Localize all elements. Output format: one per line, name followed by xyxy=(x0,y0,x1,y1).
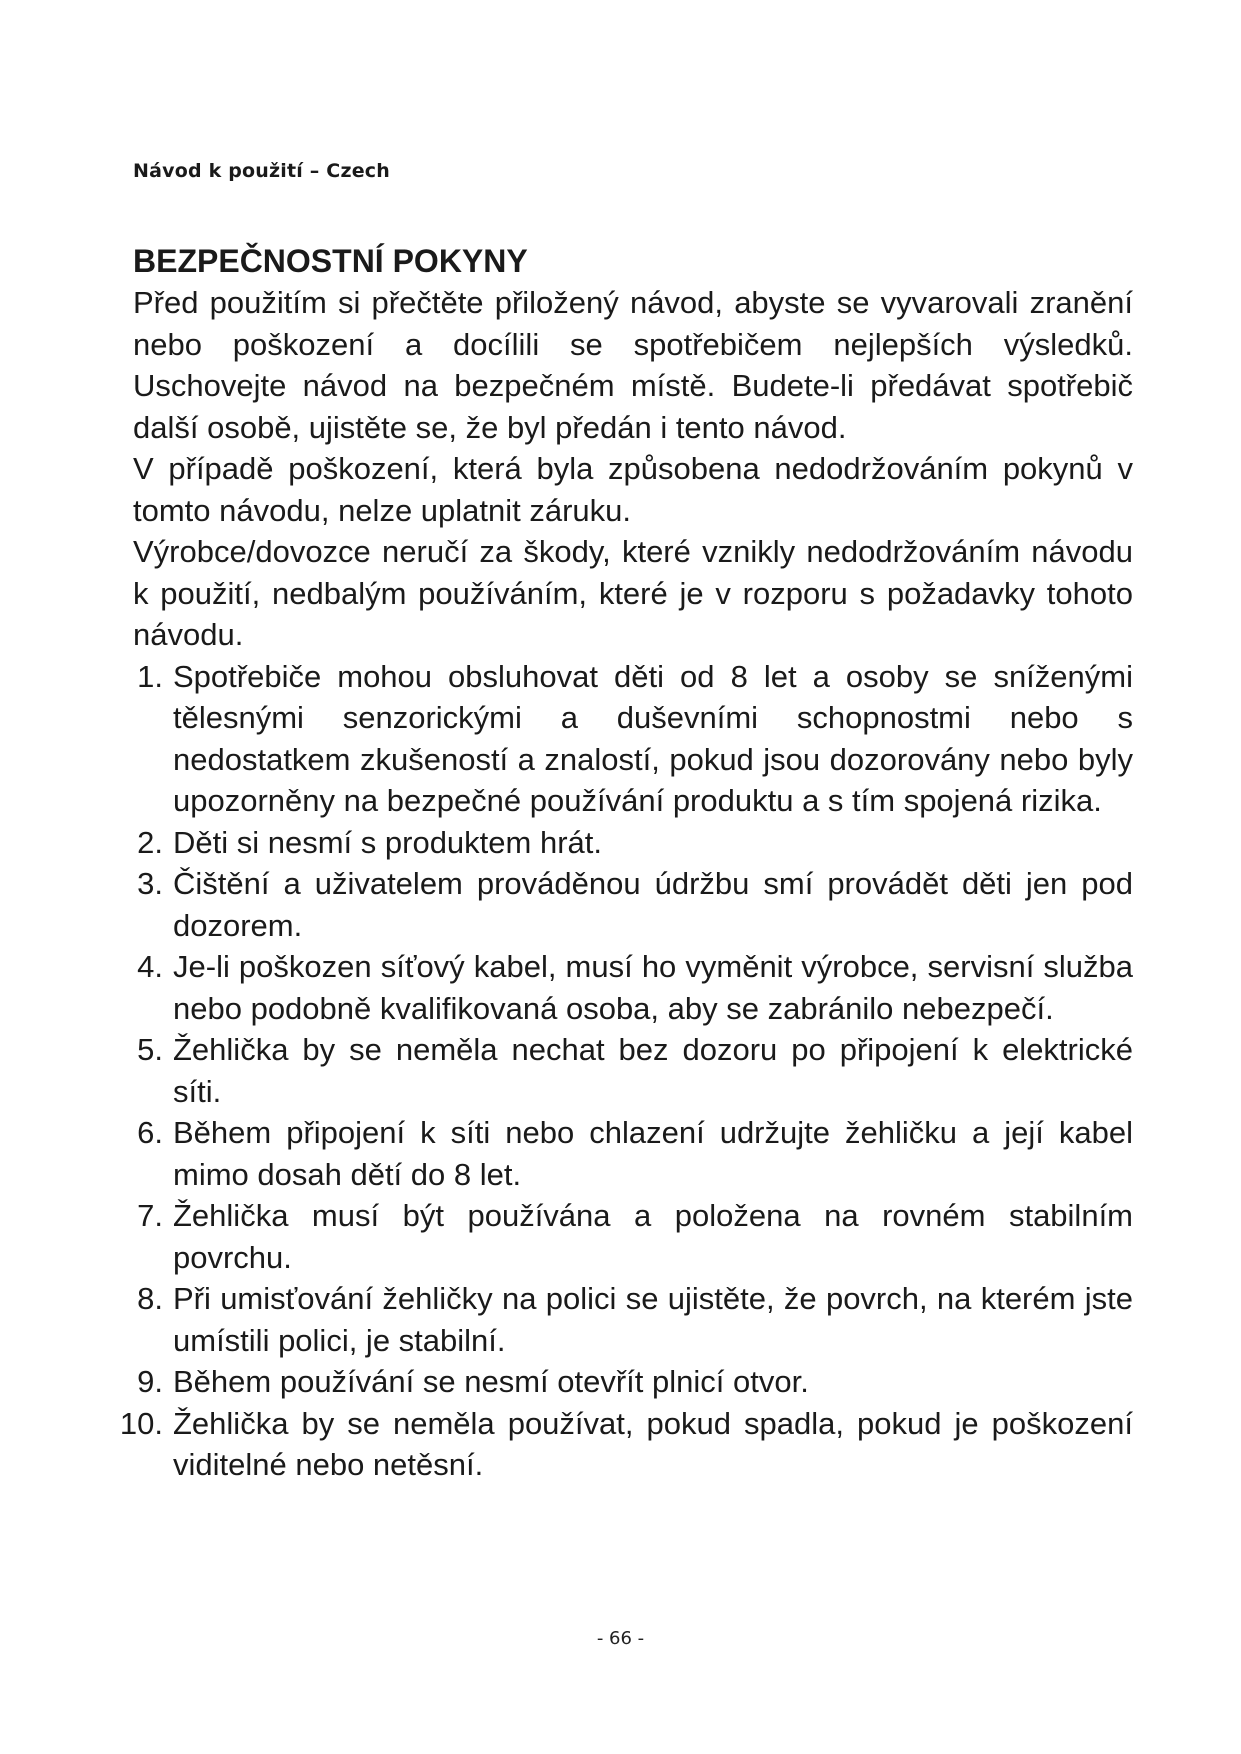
list-item xyxy=(133,1361,1133,1403)
list-item xyxy=(133,1195,1133,1278)
list-text: Žehlička musí být používána a položena na rovném stabilním povrchu. xyxy=(173,1198,1133,1275)
list-text: Spotřebiče mohou obsluhovat děti od 8 let a osoby se sníženými tělesnými senzorickými a duševními schopnostmi nebo s nedostatkem zkušeností a znalostí, pokud jsou dozorovány nebo byly upozorněny na bezpečné používání produktu a s tím spojená rizika. xyxy=(173,658,1133,818)
list-item xyxy=(133,1278,1133,1361)
list-text: Při umisťování žehličky na polici se ujistěte, že povrch, na kterém jste umístili polici, je stabilní. xyxy=(173,1281,1133,1358)
list-number: 9. xyxy=(137,1364,163,1399)
list-text: Během používání se nesmí otevřít plnicí otvor. xyxy=(173,1364,809,1399)
safety-list xyxy=(119,656,1133,1486)
list-number: 2. xyxy=(137,824,163,860)
list-number: 6. xyxy=(137,1115,163,1150)
list-text: Žehlička by se neměla nechat bez dozoru po připojení k elektrické síti. xyxy=(173,1032,1133,1109)
list-item xyxy=(133,863,1133,946)
safety-section xyxy=(119,240,1133,1486)
list-number: 5. xyxy=(137,1032,163,1067)
list-text: Žehlička by se neměla používat, pokud spadla, pokud je poškození viditelné nebo netěsní. xyxy=(173,1405,1133,1482)
list-item xyxy=(119,1403,1133,1486)
list-text: Je-li poškozen síťový kabel, musí ho vyměnit výrobce, servisní služba nebo podobně kvalifikovaná osoba, aby se zabránilo nebezpečí. xyxy=(173,949,1133,1026)
intro-paragraph: Před použitím si přečtěte přiložený návod, abyste se vyvarovali zranění nebo poškození a docílili se spotřebičem nejlepších výsledků. Uschovejte návod na bezpečném místě. Budete-li předávat spotřebič další osobě, ujistěte se, že byl předán i tento návod. xyxy=(133,285,1133,445)
list-item xyxy=(133,946,1133,1029)
page-number: - 66 - xyxy=(596,1628,645,1649)
list-item xyxy=(133,656,1133,822)
list-number: 4. xyxy=(137,949,163,984)
warranty-paragraph: V případě poškození, která byla způsobena nedodržováním pokynů v tomto návodu, nelze uplatnit záruku. xyxy=(133,451,1133,528)
header-label: Návod k použití – Czech xyxy=(133,160,390,182)
list-number: 1. xyxy=(137,658,163,694)
liability-paragraph: Výrobce/dovozce neručí za škody, které vznikly nedodržováním návodu k použití, nedbalým používáním, které je v rozporu s požadavky tohoto návodu. xyxy=(133,534,1133,652)
section-title: BEZPEČNOSTNÍ POKYNY xyxy=(133,243,528,279)
list-item xyxy=(133,1112,1133,1195)
list-number: 3. xyxy=(137,866,163,901)
list-number: 7. xyxy=(137,1198,163,1233)
list-text: Děti si nesmí s produktem hrát. xyxy=(173,824,602,860)
list-item xyxy=(133,1029,1133,1112)
list-text: Během připojení k síti nebo chlazení udržujte žehličku a její kabel mimo dosah dětí do 8 let. xyxy=(173,1115,1133,1192)
list-item xyxy=(133,822,1133,864)
list-number: 10. xyxy=(119,1405,163,1441)
list-text: Čištění a uživatelem prováděnou údržbu smí provádět děti jen pod dozorem. xyxy=(173,866,1133,943)
list-number: 8. xyxy=(137,1281,163,1316)
